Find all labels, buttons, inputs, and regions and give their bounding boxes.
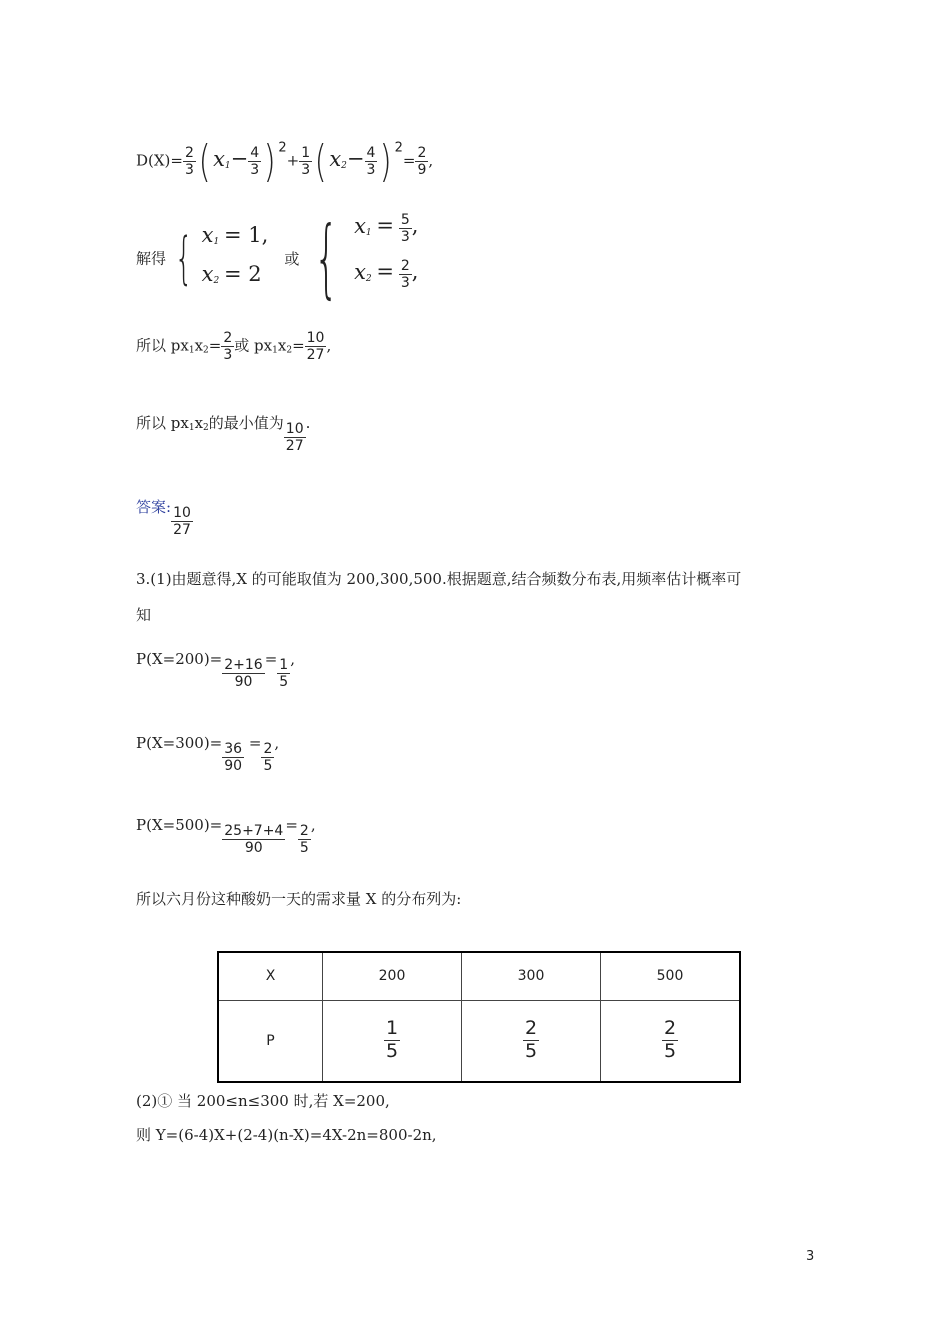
table-row (218, 1000, 740, 1082)
period-4: . (305, 414, 311, 432)
table-cell-200: 200 (323, 952, 462, 1000)
table-cell-prob-1: $\frac{1}{5}$ (323, 1000, 462, 1082)
q3-intro-line2: 知 (136, 606, 152, 624)
square-exponent-2: 2 (394, 140, 403, 156)
x-letter-b: x (277, 336, 287, 355)
part2-line1: (2)① 当 200≤n≤300 时,若 X=200, (136, 1092, 390, 1110)
distribution-table (217, 951, 741, 1083)
value-fraction-1: $\frac{2}{3}$ (223, 330, 233, 364)
left-paren-1: ( (198, 136, 211, 187)
sub-2-4: 2 (203, 423, 209, 433)
px1x2-values (136, 330, 331, 363)
prob-500 (136, 816, 316, 856)
table-cell-prob-3: $\frac{2}{5}$ (601, 1000, 741, 1082)
distribution-intro: 所以六月份这种酸奶一天的需求量 X 的分布列为: (136, 890, 462, 908)
prob-200 (136, 650, 295, 690)
equals-1: = (208, 336, 222, 355)
left-paren-2: ( (314, 136, 327, 187)
solve-prefix: 解得 (136, 249, 167, 268)
right-paren-2: ) (379, 136, 393, 187)
system-1-eq-1: $x_1 = 1$, (201, 223, 269, 247)
square-exponent-1: 2 (278, 140, 287, 156)
prob-500-result: $\frac{2}{5}$ (299, 822, 309, 856)
coef-fraction-2: $\frac{1}{3}$ (301, 144, 311, 178)
var-x1: $x_1$ (213, 146, 231, 171)
table-cell-x-header: X (218, 952, 323, 1000)
mean-fraction-2: $\frac{4}{3}$ (366, 144, 376, 178)
minimum-value (136, 412, 310, 454)
sub-1-4: 1 (188, 423, 195, 433)
comma-3: , (326, 336, 332, 355)
answer-line (136, 496, 193, 538)
equals-2: = (292, 336, 305, 355)
prob-200-lhs: P(X=200)= (136, 650, 223, 668)
answer-fraction: $\frac{10}{27}$ (173, 504, 191, 538)
left-brace-2: { (314, 208, 340, 308)
left-brace-1: { (174, 225, 193, 291)
minus-sign-1: − (230, 146, 249, 171)
sub-2: 2 (203, 345, 209, 356)
table-cell-300: 300 (462, 952, 601, 1000)
prob-500-comma: , (310, 816, 316, 834)
right-paren-1: ) (263, 136, 276, 187)
variance-formula (136, 136, 433, 187)
prob-500-eq: = (285, 816, 298, 834)
mean-fraction-1: $\frac{4}{3}$ (250, 144, 260, 178)
variance-lhs: D(X)= (136, 151, 183, 170)
q3-intro-line1: 3.(1)由题意得,X 的可能取值为 200,300,500.根据题意,结合频数分布表,用频率估计概率可 (136, 570, 742, 588)
x-letter-4: x (194, 414, 204, 432)
or-px: 或 px (234, 336, 273, 355)
prob-200-frac: $\frac{2+16}{90}$ (224, 656, 263, 690)
table-cell-500: 500 (601, 952, 741, 1000)
result-fraction: $\frac{2}{9}$ (417, 144, 427, 178)
page-number: 3 (806, 1249, 815, 1264)
system-2-eq-2: $x_2$ = $\frac{2}{3}$ , (354, 258, 419, 292)
answer-label: 答案: (136, 498, 172, 516)
table-row (218, 952, 740, 1000)
system-2 (354, 212, 418, 304)
sub-1b: 1 (272, 345, 278, 356)
prob-300 (136, 734, 279, 774)
value-fraction-2: $\frac{10}{27}$ (306, 330, 325, 364)
sub-2b: 2 (286, 345, 293, 356)
prob-300-result: $\frac{2}{5}$ (263, 740, 273, 774)
prob-300-comma: , (274, 734, 280, 752)
plus-sign: + (286, 151, 300, 170)
min-fraction: $\frac{10}{27}$ (285, 420, 304, 454)
px-prefix: 所以 px (136, 336, 189, 355)
comma: , (428, 151, 434, 170)
system-1-eq-2: $x_2 = 2$ (201, 262, 262, 286)
table-cell-prob-2: $\frac{2}{5}$ (462, 1000, 601, 1082)
table-cell-p-header: P (218, 1000, 323, 1082)
part2-line2: 则 Y=(6-4)X+(2-4)(n-X)=4X-2n=800-2n, (136, 1126, 437, 1144)
equals-sign: = (402, 151, 416, 170)
prob-300-frac: $\frac{36}{90}$ (224, 740, 243, 774)
x-letter: x (194, 336, 204, 355)
prob-200-eq: = (264, 650, 278, 668)
prob-200-result: $\frac{1}{5}$ (279, 656, 289, 690)
prob-200-comma: , (290, 650, 295, 668)
px-prefix-4: 所以 px (136, 414, 189, 432)
prob-500-frac: $\frac{25+7+4}{90}$ (224, 822, 284, 856)
prob-300-eq: = (248, 734, 262, 752)
or-text: 或 (284, 249, 300, 268)
system-2-eq-1: $x_1$ = $\frac{5}{3}$ , (354, 212, 419, 246)
min-value-text: 的最小值为 (208, 414, 284, 432)
prob-500-lhs: P(X=500)= (136, 816, 223, 834)
system-1 (202, 219, 269, 297)
var-x2: $x_2$ (329, 146, 347, 171)
coef-fraction-1: $\frac{2}{3}$ (184, 144, 194, 178)
prob-300-lhs: P(X=300)= (136, 734, 223, 752)
sub-1: 1 (188, 345, 195, 356)
minus-sign-2: − (346, 146, 365, 171)
solution-systems (136, 208, 418, 308)
